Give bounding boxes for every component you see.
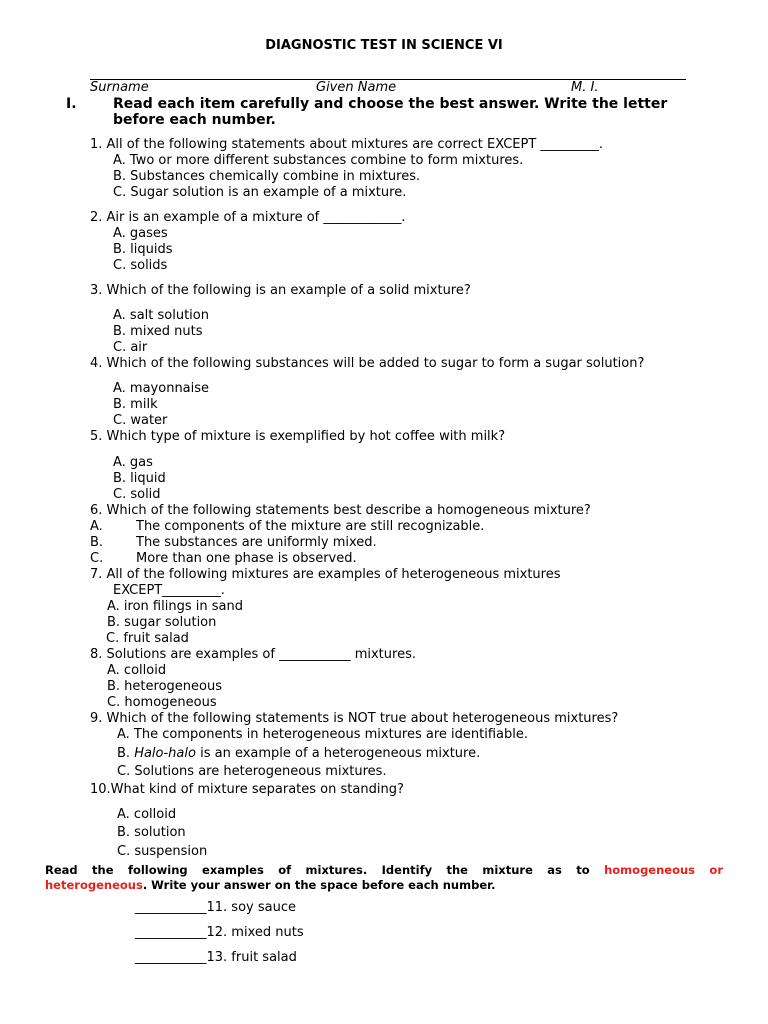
question-4-stem: 4. Which of the following substances will be added to sugar to form a sugar solution? [90, 356, 645, 371]
part2-instruction-red-1: homogeneous or [604, 863, 723, 877]
question-2-option-a: A. gases [113, 226, 168, 241]
question-8-stem: 8. Solutions are examples of ___________ mixtures. [90, 647, 416, 662]
question-3-option-b: B. mixed nuts [113, 324, 203, 339]
question-2-option-c: C. solids [113, 258, 168, 273]
question-10-option-b: B. solution [117, 825, 186, 840]
part2-instruction-line2 [45, 877, 496, 893]
question-2-stem: 2. Air is an example of a mixture of ____________. [90, 210, 406, 225]
question-8-option-a: A. colloid [107, 663, 167, 678]
question-6-option-c-text: More than one phase is observed. [136, 551, 357, 566]
question-3-stem: 3. Which of the following is an example of a solid mixture? [90, 283, 471, 298]
question-6-option-a-text: The components of the mixture are still recognizable. [136, 519, 485, 534]
part2-instruction-b: . Write your answer on the space before each number. [142, 878, 496, 892]
question-9-stem: 9. Which of the following statements is NOT true about heterogeneous mixtures? [90, 711, 619, 726]
question-1-stem: 1. All of the following statements about mixtures are correct EXCEPT _________. [90, 137, 604, 152]
question-7-option-a: A. iron filings in sand [107, 599, 243, 614]
question-9-option-b-prefix: B. [117, 746, 135, 761]
question-3-option-a: A. salt solution [113, 308, 209, 323]
page-title: DIAGNOSTIC TEST IN SCIENCE VI [265, 38, 503, 53]
question-8-option-c: C. homogeneous [107, 695, 217, 710]
question-3-option-c: C. air [113, 340, 148, 355]
question-6-option-a-letter: A. [90, 519, 103, 534]
question-7-stem: 7. All of the following mixtures are examples of heterogeneous mixtures [90, 567, 561, 582]
question-4-option-c: C. water [113, 413, 168, 428]
question-4-option-b: B. milk [113, 397, 158, 412]
question-9-option-b-rest: is an example of a heterogeneous mixture. [195, 746, 481, 761]
question-7-option-c: C. fruit salad [106, 631, 189, 646]
question-5-option-c: C. solid [113, 487, 161, 502]
surname-label: Surname [90, 80, 149, 95]
mi-label: M. I. [571, 80, 599, 95]
question-6-stem: 6. Which of the following statements best describe a homogeneous mixture? [90, 503, 591, 518]
question-9-option-b [117, 746, 480, 762]
question-1-option-a: A. Two or more different substances combine to form mixtures. [113, 153, 524, 168]
part2-item-11: ___________11. soy sauce [135, 900, 296, 915]
question-9-option-b-italic: Halo-halo [134, 746, 196, 761]
question-7-stem-continued: EXCEPT_________. [113, 583, 225, 598]
question-9-option-a: A. The components in heterogeneous mixtures are identifiable. [117, 727, 528, 742]
question-10-option-a: A. colloid [117, 807, 177, 822]
part2-instruction [45, 862, 723, 878]
part1-instruction-line2: before each number. [113, 112, 276, 128]
name-blank-line [90, 64, 686, 80]
part2-instruction-a: Read the following examples of mixtures. Identify the mixture as to [45, 863, 605, 877]
question-6-option-c-letter: C. [90, 551, 104, 566]
part1-roman-numeral: I. [66, 96, 77, 112]
part2-item-13: ___________13. fruit salad [135, 950, 297, 965]
question-6-option-b-text: The substances are uniformly mixed. [136, 535, 377, 550]
question-5-option-a: A. gas [113, 455, 153, 470]
question-7-option-b: B. sugar solution [107, 615, 217, 630]
question-10-option-c: C. suspension [117, 844, 208, 859]
question-1-option-c: C. Sugar solution is an example of a mixture. [113, 185, 407, 200]
question-9-option-c: C. Solutions are heterogeneous mixtures. [117, 764, 387, 779]
question-1-option-b: B. Substances chemically combine in mixtures. [113, 169, 421, 184]
question-5-stem: 5. Which type of mixture is exemplified by hot coffee with milk? [90, 429, 506, 444]
question-10-stem: 10.What kind of mixture separates on standing? [90, 782, 404, 797]
question-2-option-b: B. liquids [113, 242, 173, 257]
question-8-option-b: B. heterogeneous [107, 679, 222, 694]
part1-instruction-line1: Read each item carefully and choose the best answer. Write the letter [113, 96, 668, 112]
part2-item-12: ___________12. mixed nuts [135, 925, 304, 940]
part2-instruction-red-2: heterogeneous [45, 878, 143, 892]
question-6-option-b-letter: B. [90, 535, 104, 550]
question-5-option-b: B. liquid [113, 471, 166, 486]
given-name-label: Given Name [316, 80, 397, 95]
question-4-option-a: A. mayonnaise [113, 381, 210, 396]
